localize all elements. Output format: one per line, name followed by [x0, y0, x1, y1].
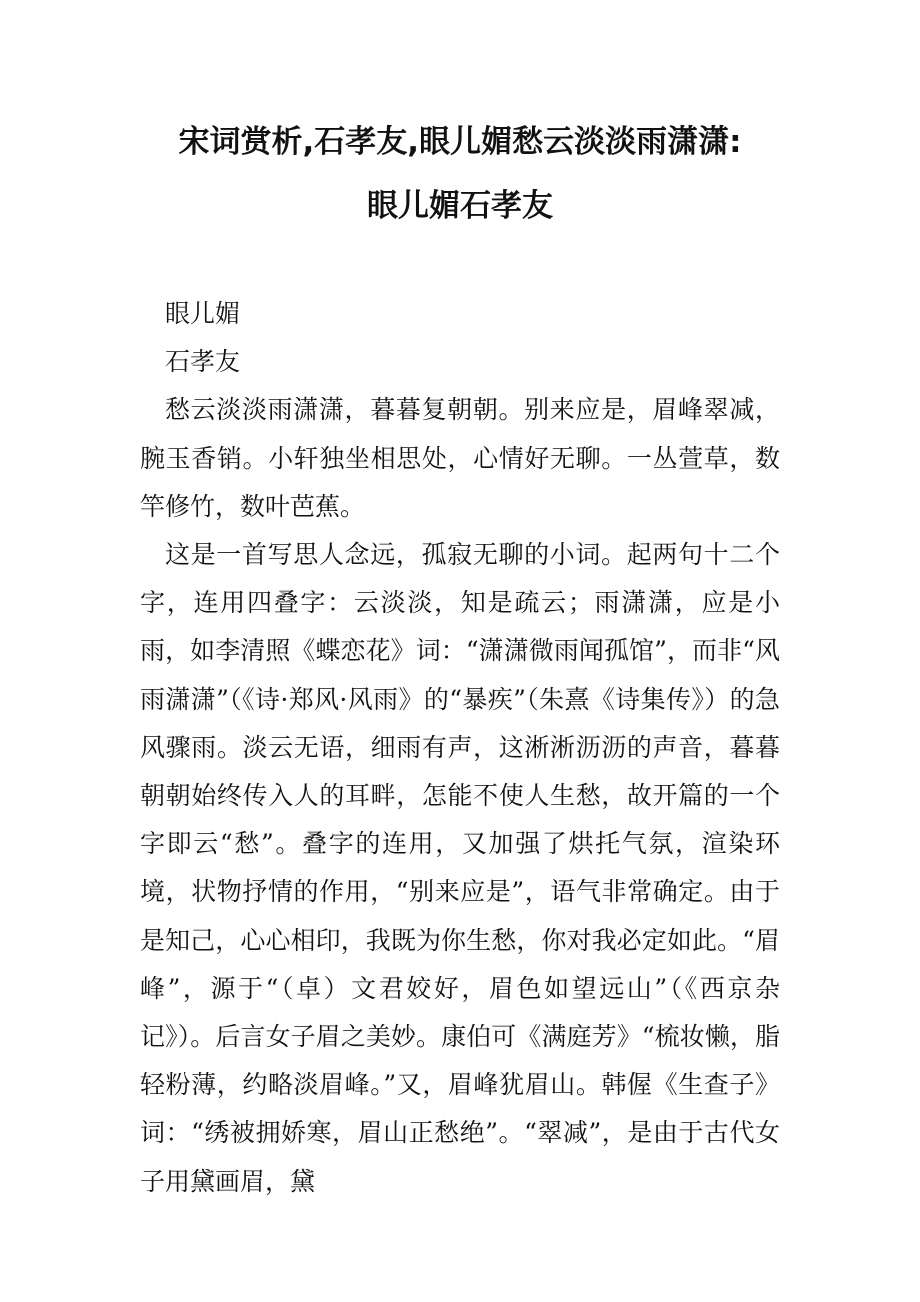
commentary-paragraph: 这是一首写思人念远，孤寂无聊的小词。起两句十二个字，连用四叠字：云淡淡，知是疏云；雨潇潇，应是小雨，如李清照《蝶恋花》词：“潇潇微雨闻孤馆”，而非“风雨潇潇”（《诗·郑风·风雨》的“暴疾”（朱熹《诗集传》）的急风骤雨。淡云无语，细雨有声，这淅淅沥沥的声音，暮暮朝朝始终传入人的耳畔，怎能不使人生愁，故开篇的一个字即云“愁”。叠字的连用，又加强了烘托气氛，渲染环境，状物抒情的作用，“别来应是”，语气非常确定。由于是知己，心心相印，我既为你生愁，你对我必定如此。“眉峰”，源于“（卓）文君姣好，眉色如望远山”（《西京杂记》）。后言女子眉之美妙。康伯可《满庭芳》“梳妆懒，脂轻粉薄，约略淡眉峰。”又，眉峰犹眉山。韩偓《生查子》词：“绣被拥娇寒，眉山正愁绝”。“翠减”，是由于古代女子用黛画眉，黛 [140, 540, 780, 1196]
poem-name: 眼儿媚 [165, 299, 241, 328]
title-line-1: 宋词赏析,石孝友,眼儿媚愁云淡淡雨潇潇: [178, 124, 742, 160]
document-body [140, 290, 780, 1206]
poem-author: 石孝友 [165, 347, 241, 377]
document-title [0, 110, 920, 238]
poem-text: 愁云淡淡雨潇潇，暮暮复朝朝。别来应是，眉峰翠减，腕玉香销。小轩独坐相思处，心情好无聊。一丛萱草，数竿修竹，数叶芭蕉。 [140, 395, 780, 521]
title-line-2: 眼儿媚石孝友 [367, 188, 553, 224]
